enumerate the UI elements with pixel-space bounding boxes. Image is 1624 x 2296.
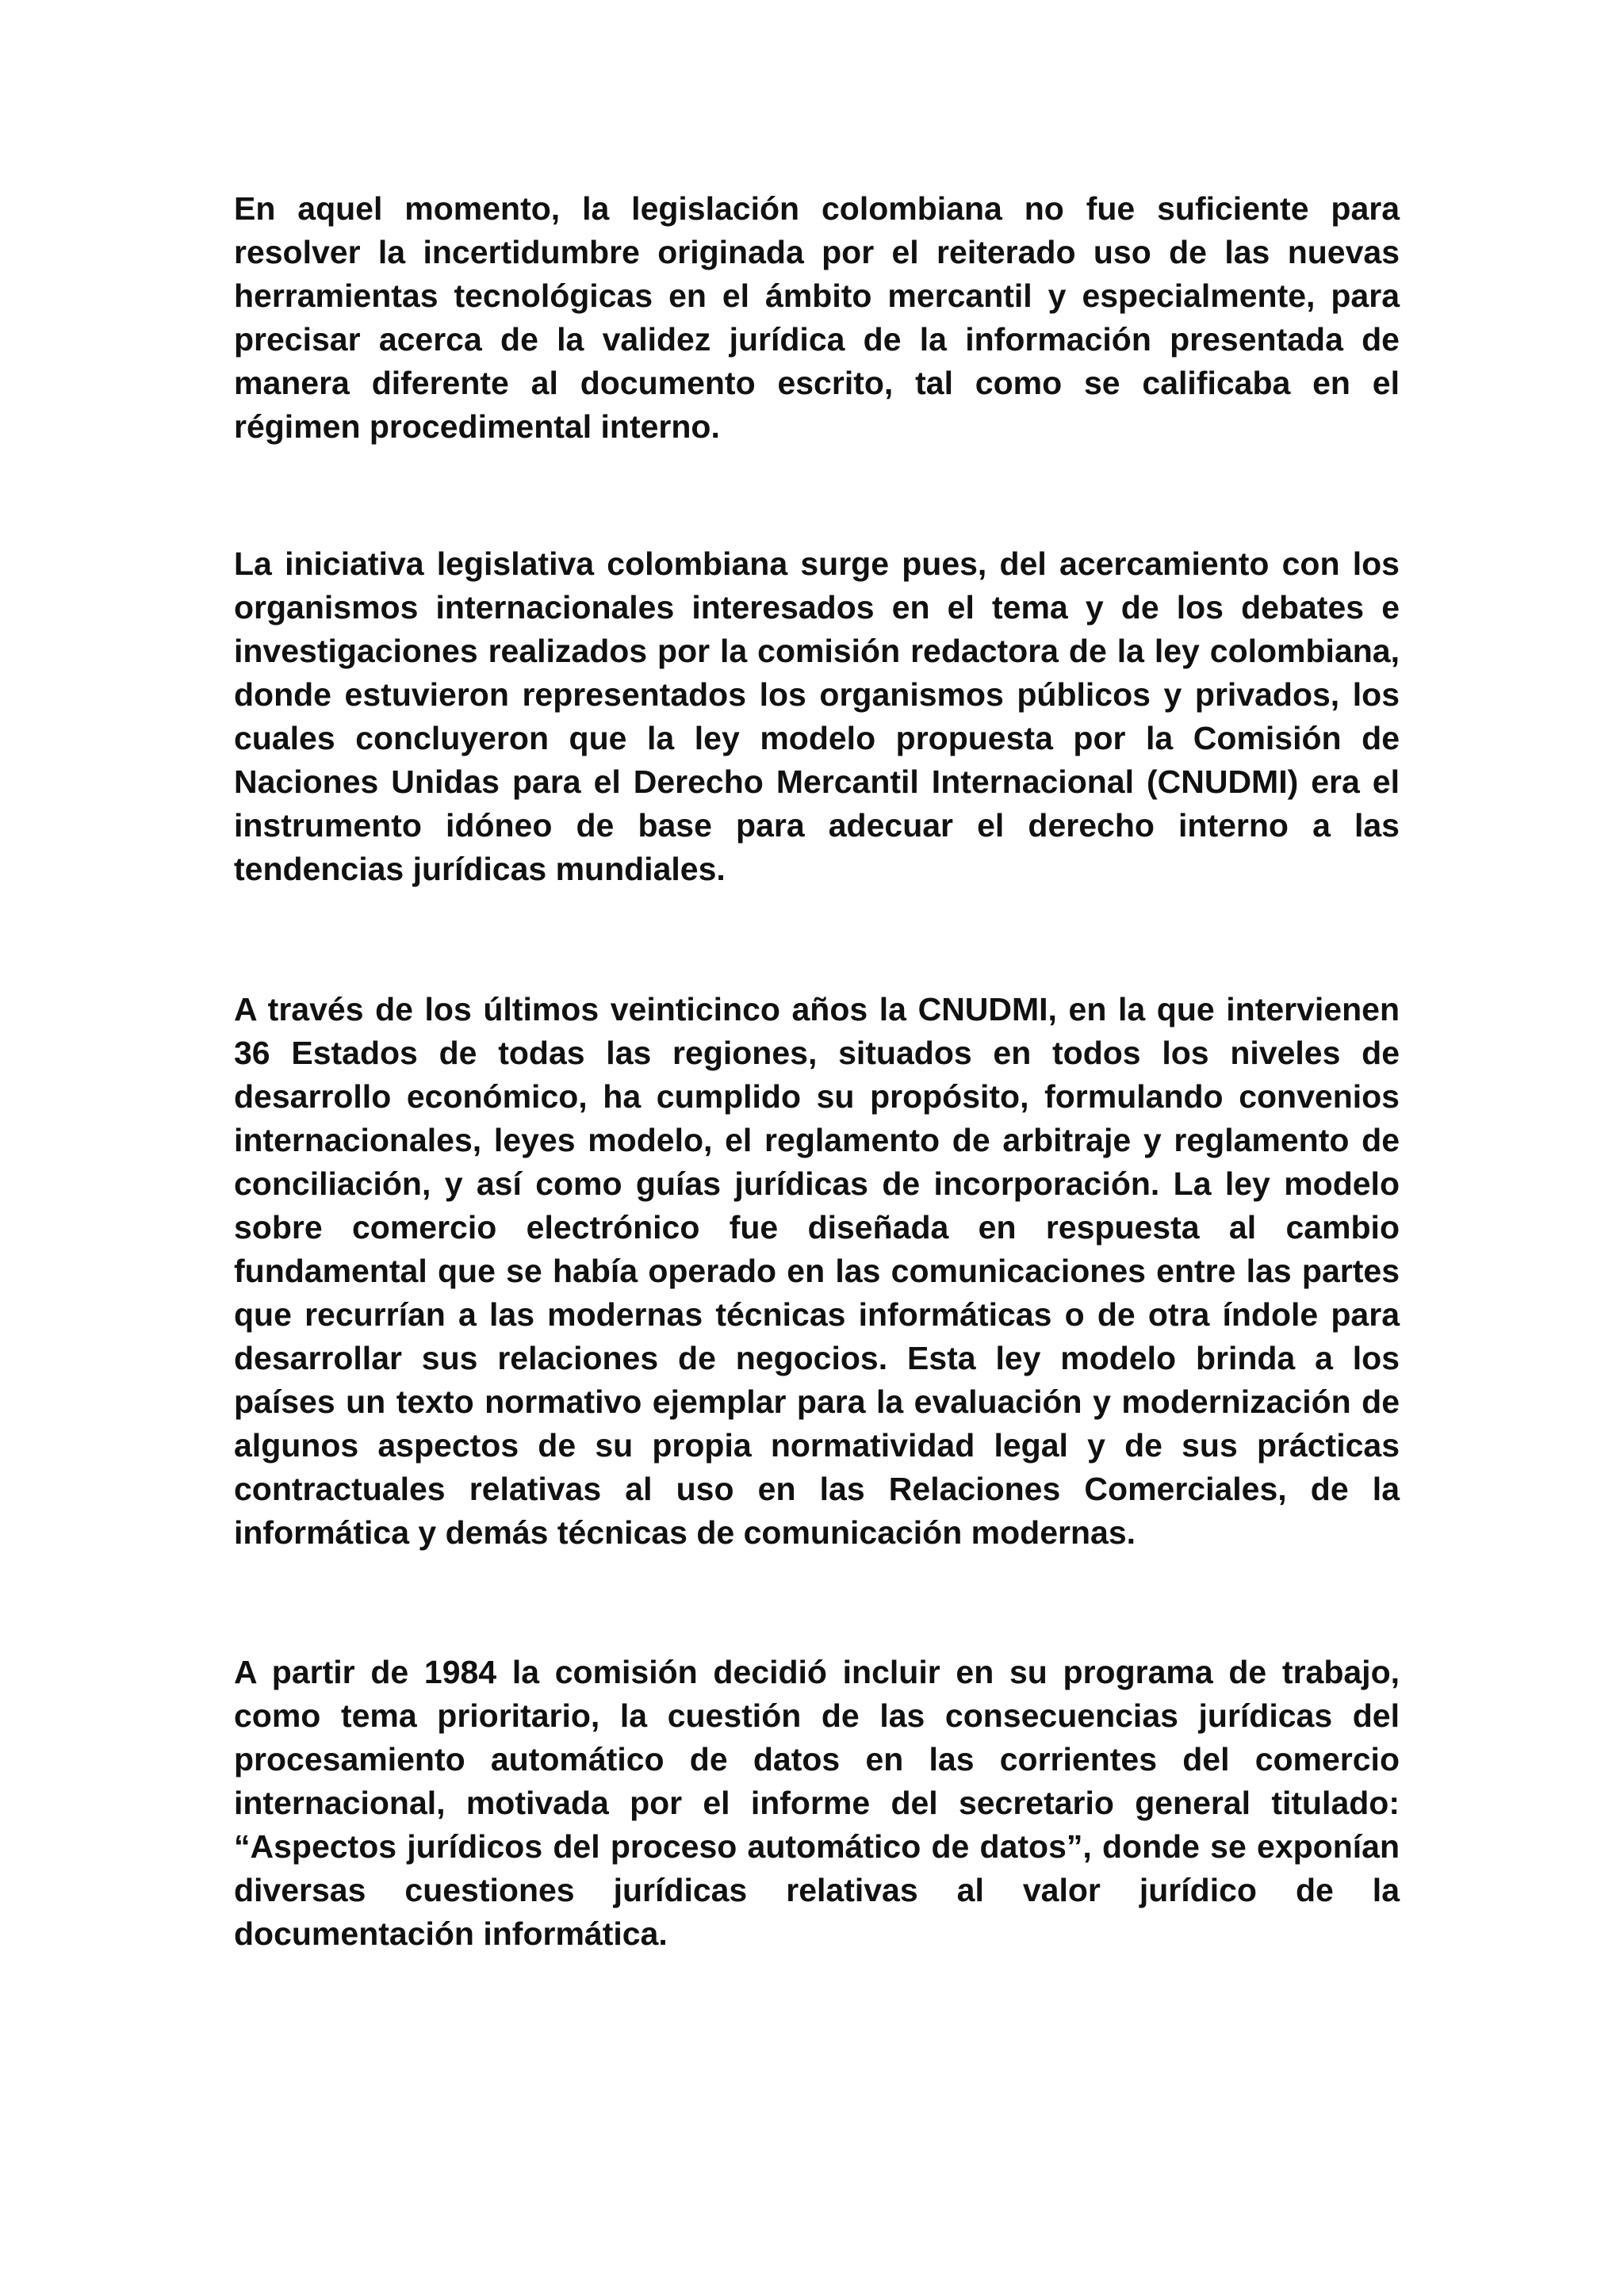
paragraph-comision-1984: A partir de 1984 la comisión decidió incluir en su programa de trabajo, como tema prioritario, la cuestión de las consecuencias jurídicas del procesamiento automático de datos en las corrientes del comercio internacional, motivada por el informe del secretario general titulado: “Aspectos jurídicos del proceso automático de datos”, donde se exponían diversas cuestiones jurídicas relativas al valor jurídico de la documentación informática.: [234, 1654, 1400, 1952]
paragraph-cnudmi-ley-modelo: A través de los últimos veinticinco años la CNUDMI, en la que intervienen 36 Estados de todas las regiones, situados en todos los niveles de desarrollo económico, ha cumplido su propósito, formulando convenios internacionales, leyes modelo, el reglamento de arbitraje y reglamento de conciliación, y así como guías jurídicas de incorporación. La ley modelo sobre comercio electrónico fue diseñada en respuesta al cambio fundamental que se había operado en las comunicaciones entre las partes que recurrían a las modernas técnicas informáticas o de otra índole para desarrollar sus relaciones de negocios. Esta ley modelo brinda a los países un texto normativo ejemplar para la evaluación y modernización de algunos aspectos de su propia normatividad legal y de sus prácticas contractuales relativas al uso en las Relaciones Comerciales, de la informática y demás técnicas de comunicación modernas.: [234, 991, 1400, 1551]
paragraph-legislacion-colombiana: En aquel momento, la legislación colombiana no fue suficiente para resolver la incertidumbre originada por el reiterado uso de las nuevas herramientas tecnológicas en el ámbito mercantil y especialmente, para precisar acerca de la validez jurídica de la información presentada de manera diferente al documento escrito, tal como se calificaba en el régimen procedimental interno.: [234, 190, 1400, 445]
document-body: [234, 187, 1400, 1956]
paragraph-iniciativa-legislativa: La iniciativa legislativa colombiana surge pues, del acercamiento con los organismos internacionales interesados en el tema y de los debates e investigaciones realizados por la comisión redactora de la ley colombiana, donde estuvieron representados los organismos públicos y privados, los cuales concluyeron que la ley modelo propuesta por la Comisión de Naciones Unidas para el Derecho Mercantil Internacional (CNUDMI) era el instrumento idóneo de base para adecuar el derecho interno a las tendencias jurídicas mundiales.: [234, 545, 1400, 887]
